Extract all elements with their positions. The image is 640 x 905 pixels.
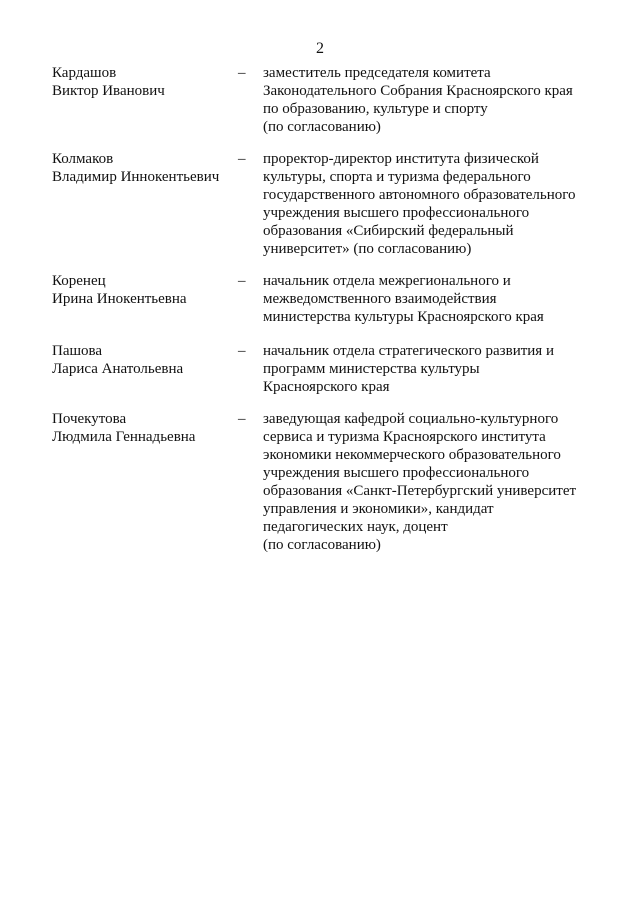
member-position — [263, 342, 623, 396]
member-name — [52, 64, 232, 100]
position-line: программ министерства культуры — [263, 361, 480, 377]
position-line: (по согласованию) — [263, 119, 381, 135]
position-line: начальник отдела межрегионального и — [263, 273, 511, 289]
member-position — [263, 150, 623, 258]
position-line: университет» (по согласованию) — [263, 241, 472, 257]
member-name — [52, 342, 232, 378]
position-line: учреждения высшего профессионального — [263, 205, 530, 221]
position-line: проректор-директор института физической — [263, 151, 539, 167]
position-line: образования «Санкт-Петербургский университет — [263, 483, 577, 499]
position-line: заместитель председателя комитета — [263, 65, 491, 81]
position-line: начальник отдела стратегического развития и — [263, 343, 554, 359]
position-line: культуры, спорта и туризма федерального — [263, 169, 531, 185]
position-line: управления и экономики», кандидат — [263, 501, 494, 517]
member-given-name: Ирина Инокентьевна — [52, 291, 187, 307]
page-number: 2 — [316, 40, 324, 57]
member-surname: Почекутова — [52, 411, 127, 427]
member-name — [52, 150, 232, 186]
dash-separator: – — [238, 411, 246, 427]
dash-separator: – — [238, 343, 246, 359]
member-surname: Кардашов — [52, 65, 117, 81]
member-position — [263, 64, 623, 136]
member-given-name: Владимир Иннокентьевич — [52, 169, 220, 185]
dash-separator: – — [238, 65, 246, 81]
dash-separator: – — [238, 151, 246, 167]
position-line: (по согласованию) — [263, 537, 381, 553]
position-line: экономики некоммерческого образовательного — [263, 447, 561, 463]
position-line: Красноярского края — [263, 379, 390, 395]
position-line: межведомственного взаимодействия — [263, 291, 497, 307]
member-given-name: Виктор Иванович — [52, 83, 165, 99]
position-line: государственного автономного образовательного — [263, 187, 576, 203]
member-name — [52, 272, 232, 308]
position-line: по образованию, культуре и спорту — [263, 101, 488, 117]
dash-separator: – — [238, 273, 246, 289]
member-surname: Пашова — [52, 343, 103, 359]
position-line: учреждения высшего профессионального — [263, 465, 530, 481]
member-given-name: Людмила Геннадьевна — [52, 429, 196, 445]
member-position — [263, 272, 623, 326]
member-position — [263, 410, 623, 554]
position-line: заведующая кафедрой социально-культурного — [263, 411, 559, 427]
member-given-name: Лариса Анатольевна — [52, 361, 184, 377]
position-line: Законодательного Собрания Красноярского края — [263, 83, 573, 99]
position-line: министерства культуры Красноярского края — [263, 309, 544, 325]
position-line: педагогических наук, доцент — [263, 519, 448, 535]
position-line: образования «Сибирский федеральный — [263, 223, 514, 239]
member-surname: Коренец — [52, 273, 106, 289]
member-name — [52, 410, 232, 446]
position-line: сервиса и туризма Красноярского института — [263, 429, 546, 445]
member-surname: Колмаков — [52, 151, 114, 167]
